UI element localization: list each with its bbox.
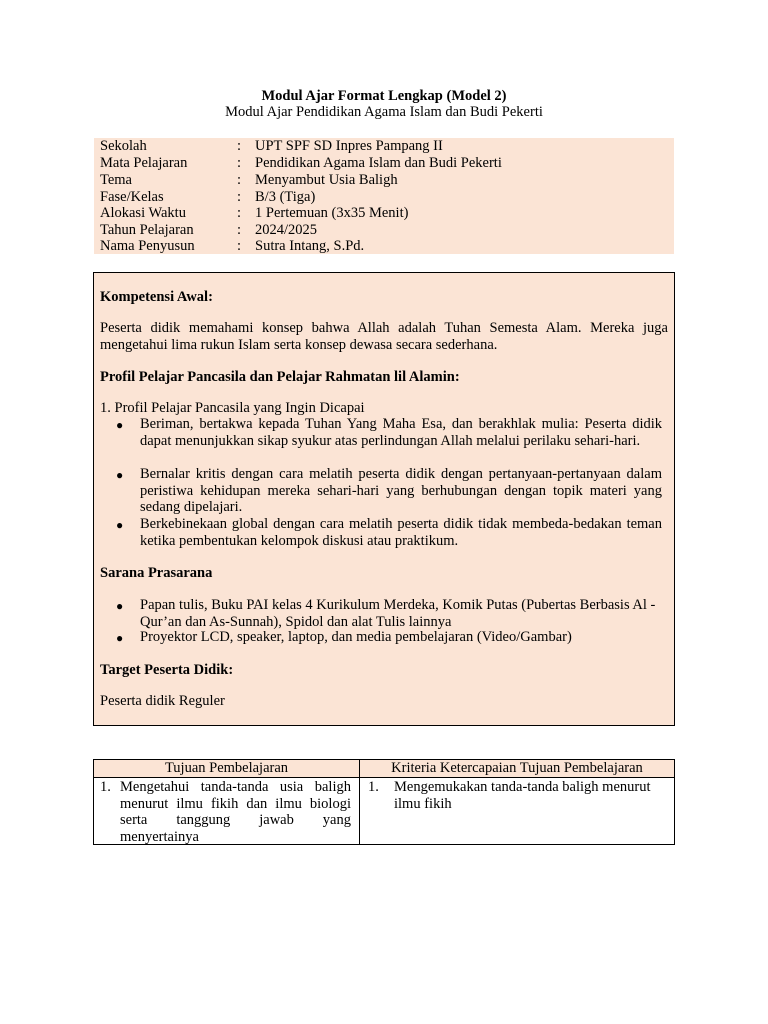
identity-separator: :: [237, 222, 242, 238]
objectives-table: [93, 759, 675, 845]
identity-row-sekolah: [94, 138, 674, 155]
identity-label: Fase/Kelas: [100, 189, 164, 205]
identity-separator: :: [237, 189, 242, 205]
objective-text: Mengetahui tanda-tanda usia baligh menurut ilmu fikih dan ilmu biologi serta tanggung jawab yang menyertainya: [120, 779, 351, 845]
profil-item: Bernalar kritis dengan cara melatih peserta didik dengan pertanyaan-pertanyaan dalam peristiwa kehidupan mereka sehari-hari yang berhubungan dengan topik materi yang sedang dipelajari.: [140, 466, 662, 515]
identity-value: Menyambut Usia Baligh: [255, 172, 398, 188]
identity-row-tahun-pelajaran: [94, 222, 674, 239]
bullet-icon: ●: [116, 468, 124, 482]
sarana-item: Proyektor LCD, speaker, laptop, dan media pembelajaran (Video/Gambar): [140, 629, 572, 645]
column-divider: [359, 760, 360, 844]
kompetensi-text: Peserta didik memahami konsep bahwa Allah adalah Tuhan Semesta Alam. Mereka juga mengetahui lima rukun Islam serta konsep dewasa secara sederhana.: [100, 320, 668, 353]
module-info-box: [93, 272, 675, 726]
identity-value: Pendidikan Agama Islam dan Budi Pekerti: [255, 155, 502, 171]
bullet-icon: ●: [116, 518, 124, 532]
identity-label: Tahun Pelajaran: [100, 222, 194, 238]
document-title: Modul Ajar Format Lengkap (Model 2): [261, 88, 507, 104]
profil-item: Berkebinekaan global dengan cara melatih peserta didik tidak membeda-bedakan teman ketika pembentukan kelompok diskusi atau praktikum.: [140, 516, 662, 549]
objectives-header-kriteria: Kriteria Ketercapaian Tujuan Pembelajaran: [360, 760, 674, 778]
identity-label: Sekolah: [100, 138, 147, 154]
identity-value: B/3 (Tiga): [255, 189, 316, 205]
identity-separator: :: [237, 205, 242, 221]
profil-item: Beriman, bertakwa kepada Tuhan Yang Maha Esa, dan berakhlak mulia: Peserta didik dapat menunjukkan sikap syukur atas perlindungan Allah melalui perilaku sehari-hari.: [140, 416, 662, 449]
criteria-text: Mengemukakan tanda-tanda baligh menurut ilmu fikih: [394, 779, 651, 812]
identity-separator: :: [237, 238, 242, 254]
identity-row-alokasi-waktu: [94, 205, 674, 222]
identity-separator: :: [237, 138, 242, 154]
identity-value: Sutra Intang, S.Pd.: [255, 238, 365, 254]
profil-heading: Profil Pelajar Pancasila dan Pelajar Rahmatan lil Alamin:: [100, 369, 460, 385]
identity-value: 2024/2025: [255, 222, 318, 238]
identity-value: 1 Pertemuan (3x35 Menit): [255, 205, 409, 221]
bullet-icon: ●: [116, 631, 124, 645]
identity-row-tema: [94, 172, 674, 189]
identity-label: Mata Pelajaran: [100, 155, 188, 171]
kompetensi-heading: Kompetensi Awal:: [100, 289, 213, 305]
identity-label: Tema: [100, 172, 132, 188]
identity-row-mata-pelajaran: [94, 155, 674, 172]
target-heading: Target Peserta Didik:: [100, 662, 234, 678]
sarana-item: Papan tulis, Buku PAI kelas 4 Kurikulum Merdeka, Komik Putas (Pubertas Berbasis Al -Qur’an dan As-Sunnah), Spidol dan alat Tulis lainnya: [140, 597, 656, 630]
sarana-heading: Sarana Prasarana: [100, 565, 213, 581]
identity-value: UPT SPF SD Inpres Pampang II: [255, 138, 443, 154]
identity-label: Nama Penyusun: [100, 238, 195, 254]
objectives-header-tujuan: Tujuan Pembelajaran: [94, 760, 359, 778]
identity-label: Alokasi Waktu: [100, 205, 186, 221]
identity-separator: :: [237, 155, 242, 171]
bullet-icon: ●: [116, 418, 124, 432]
document-subtitle: Modul Ajar Pendidikan Agama Islam dan Budi Pekerti: [225, 104, 543, 120]
identity-separator: :: [237, 172, 242, 188]
profil-subheading: 1. Profil Pelajar Pancasila yang Ingin Dicapai: [100, 400, 365, 416]
objective-number: 1.: [100, 779, 111, 795]
bullet-icon: ●: [116, 599, 124, 613]
identity-row-nama-penyusun: [94, 238, 674, 255]
identity-table: [94, 138, 674, 254]
target-text: Peserta didik Reguler: [100, 693, 225, 709]
identity-row-fase-kelas: [94, 189, 674, 206]
criteria-number: 1.: [368, 779, 379, 795]
